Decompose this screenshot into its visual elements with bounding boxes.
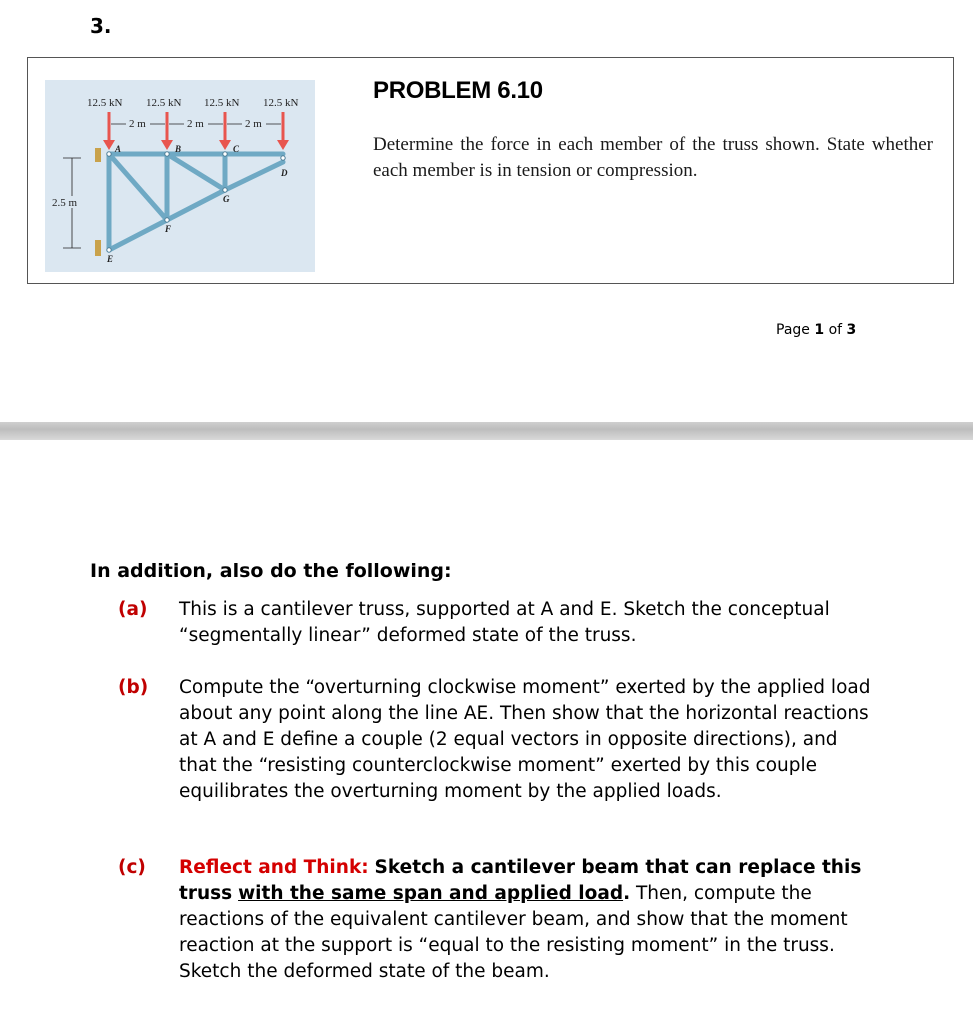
page-current: 1 [814, 322, 825, 338]
addition-heading: In addition, also do the following: [90, 560, 452, 582]
problem-box [27, 57, 954, 284]
node-label-B: B [175, 144, 182, 154]
node-label-A: A [115, 144, 122, 154]
task-a-label: (a) [118, 599, 148, 620]
joint-F [165, 218, 169, 222]
task-c-text [179, 855, 878, 985]
reflect-think-lead: Reflect and Think: [179, 857, 369, 878]
member-GD [225, 162, 283, 190]
load-label-4: 12.5 kN [263, 97, 299, 109]
task-b-text: Compute the “overturning clockwise moment” exerted by the applied load about any point along the line AE. Then show that the horizontal reactions at A and E define a couple (2 equal vectors in opposite directions), and that the “resisting counterclockwise moment” exerted by this couple equilibrates the overturning moment by the applied loads. [179, 677, 871, 802]
node-label-C: C [233, 144, 240, 154]
joint-E [107, 248, 111, 252]
task-c-bold-post: . [623, 883, 631, 904]
joint-G [223, 188, 227, 192]
problem-title: PROBLEM 6.10 [373, 77, 543, 104]
load-arrowhead-1 [103, 140, 115, 150]
joint-D [281, 156, 285, 160]
height-label: 2.5 m [52, 197, 78, 209]
task-b-label: (b) [118, 677, 149, 698]
question-number: 3. [90, 14, 112, 38]
member-BG [167, 154, 225, 190]
member-FG [167, 190, 225, 220]
span-label-3: 2 m [245, 118, 262, 130]
load-arrowhead-4 [277, 140, 289, 150]
task-c-rest: Then, compute the reactions of the equivalent cantilever beam, and show that the moment reaction at the support is “equal to the resisting moment” in the truss. Sketch the deformed state of the beam. [179, 883, 848, 982]
task-c-bold-underlined: with the same span and applied load [238, 883, 624, 904]
span-label-2: 2 m [187, 118, 204, 130]
task-b [118, 675, 878, 805]
support-E [95, 240, 101, 256]
joint-B [165, 152, 169, 156]
member-EF [109, 220, 167, 250]
node-label-D: D [281, 168, 288, 178]
member-AF [109, 154, 167, 220]
support-A [95, 148, 101, 162]
node-label-G: G [223, 194, 230, 204]
load-label-3: 12.5 kN [204, 97, 240, 109]
page-1 [0, 0, 973, 422]
load-arrowhead-2 [161, 140, 173, 150]
span-label-1: 2 m [129, 118, 146, 130]
task-c [118, 855, 878, 985]
joint-A [107, 152, 111, 156]
task-a [118, 597, 878, 649]
problem-statement: Determine the force in each member of the truss shown. State whether each member is in tension or compression. [373, 134, 933, 181]
load-label-2: 12.5 kN [146, 97, 182, 109]
task-a-text: This is a cantilever truss, supported at A and E. Sketch the conceptual “segmentally linear” deformed state of the truss. [179, 599, 830, 646]
node-label-F: F [165, 224, 172, 234]
task-c-bold-pre: Sketch a cantilever beam that can replace this truss [179, 857, 862, 904]
page-total: 3 [846, 322, 857, 338]
page-divider [0, 422, 973, 440]
node-label-E: E [107, 254, 114, 264]
truss-diagram [45, 80, 315, 272]
page-indicator [776, 322, 856, 338]
truss-figure [45, 80, 315, 272]
page-prefix: Page [776, 322, 810, 338]
joint-C [223, 152, 227, 156]
page-2 [0, 440, 973, 1024]
task-c-label: (c) [118, 857, 146, 878]
page-of: of [828, 322, 843, 338]
load-label-1: 12.5 kN [87, 97, 123, 109]
load-arrowhead-3 [219, 140, 231, 150]
